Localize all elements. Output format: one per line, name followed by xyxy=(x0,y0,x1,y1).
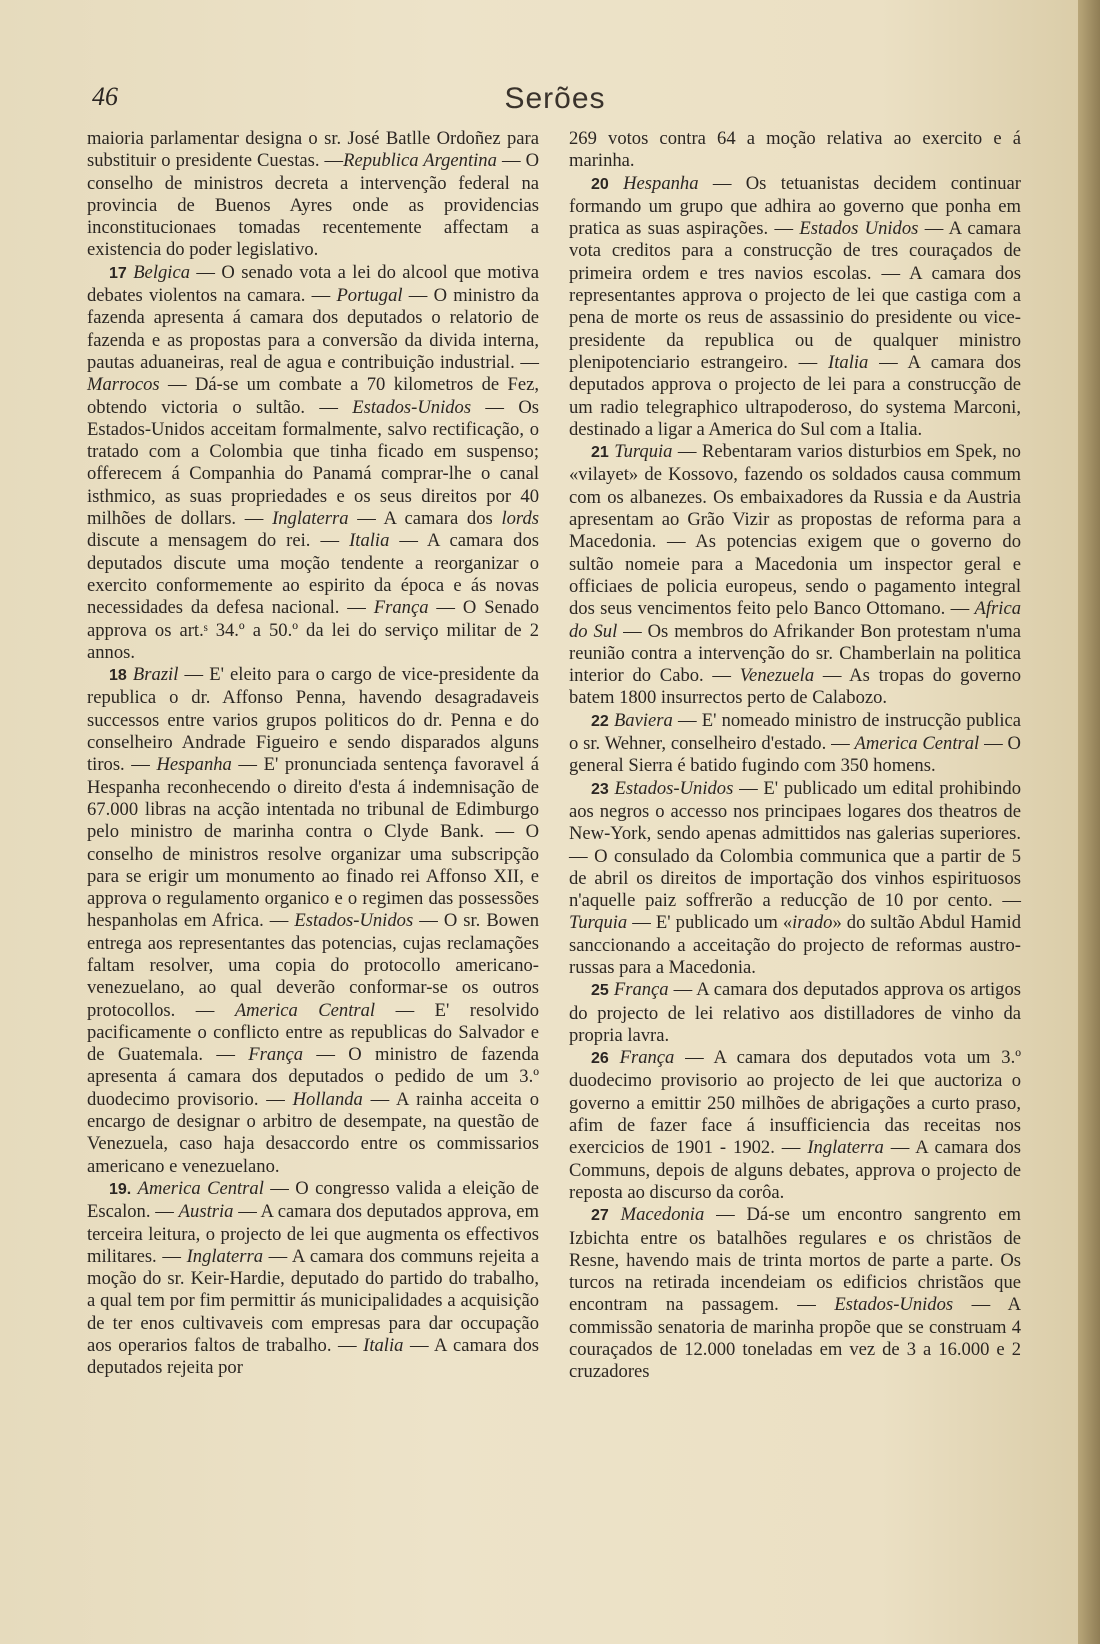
date-number: 23 xyxy=(591,780,609,798)
country-name: Belgica xyxy=(133,261,190,283)
country-name: Inglaterra xyxy=(807,1137,884,1159)
body-text: — Os Estados-Unidos acceitam formalmente, salvo rectificação, o tratado com a Colombia que tinha ficado em suspenso; offerecem á Companhia do Panamá comprar-lhe o canal isthmico, as suas propriedades e os seus direitos por 40 milhões de dollars. — xyxy=(87,396,540,530)
body-text: — O senado vota a lei do alcool que motiva debates violentos na camara. — xyxy=(87,261,539,307)
paragraph xyxy=(87,664,539,1178)
body-text: — E' eleito para o cargo de vice-presidente da republica o dr. Affonso Penna, havendo desagradaveis successos entre varios grupos politicos do dr. Penna e do conselheiro Andrade Figueiro e sendo disparados alguns tiros. — xyxy=(87,664,539,776)
paragraph xyxy=(569,1204,1021,1383)
country-name: America Central xyxy=(137,1177,264,1199)
body-text: — O ministro de fazenda apresenta á camara dos deputados o pedido de um 3.º duodecimo provisorio. — xyxy=(87,1044,539,1110)
page-header xyxy=(90,82,1050,118)
paragraph xyxy=(87,262,539,664)
country-name: França xyxy=(248,1044,304,1066)
body-text: — E' nomeado ministro de instrucção publica o sr. Wehner, conselheiro d'estado. — xyxy=(569,709,1021,755)
country-name: Turquia xyxy=(569,912,628,934)
country-name: Turquia xyxy=(614,441,673,463)
body-text: » do sultão Abdul Hamid sanccionando a acceitação do projecto de reformas austro-russas para a Macedonia. xyxy=(569,912,1021,978)
country-name: Italia xyxy=(349,530,390,552)
body-text: — O Senado approva os art.ˢ 34.º a 50.º da lei do serviço militar de 2 annos. xyxy=(87,597,539,663)
country-name: Italia xyxy=(828,351,869,373)
country-name: Inglaterra xyxy=(186,1245,264,1267)
date-number: 25 xyxy=(591,982,609,1000)
paragraph xyxy=(569,173,1021,442)
country-name: França xyxy=(613,979,669,1001)
country-name: Brazil xyxy=(132,664,179,686)
body-text: — A rainha acceita o encargo de designar o arbitro de desempate, na questão de Venezuela, caso haja desaccordo entre os commissarios americano e venezuelano. xyxy=(87,1088,539,1177)
date-number: 21 xyxy=(591,444,609,462)
body-text: 269 votos contra 64 a moção relativa ao exercito e á marinha. xyxy=(569,128,1021,172)
country-name: Portugal xyxy=(336,285,403,307)
body-text: — O congresso valida a eleição de Escalon. — xyxy=(87,1177,539,1223)
body-text: — A camara dos deputados approva, em terceira leitura, o projecto de lei que augmenta os effectivos militares. — xyxy=(87,1201,539,1267)
body-text: — A camara dos deputados rejeita por xyxy=(87,1335,539,1379)
country-name: Macedonia xyxy=(620,1204,705,1226)
body-text: — O sr. Bowen entrega aos representantes das potencias, cujas reclamações faltam resolver, uma copia do protocollo americano-venezuelano, ao qual deverão conformar-se os outros protocollos. — xyxy=(87,910,540,1021)
date-number: 17 xyxy=(109,264,127,282)
body-text: — A camara vota creditos para a construcção de tres couraçados de primeira ordem e tres navios escolas. — A camara dos representantes approva o projecto de lei que castiga com a pena de morte os reus de assassinio do presidente ou vice-presidente da republica ou de qualquer ministro plenipotenciario estrangeiro. — xyxy=(569,218,1021,373)
country-name: Estados-Unidos xyxy=(834,1294,954,1316)
body-text: — A camara dos deputados discute uma moção tendente a reorganizar o exercito conformemente ao espirito da época e ás novas necessidades da defesa nacional. — xyxy=(87,530,539,619)
body-text: — A camara dos deputados approva os artigos do projecto de lei relativo aos distilladores de vinho da propria lavra. xyxy=(569,979,1021,1046)
paragraph xyxy=(569,979,1021,1047)
country-name: Inglaterra xyxy=(272,508,349,530)
date-number: 26 xyxy=(591,1050,609,1068)
right-column xyxy=(569,128,1021,1384)
body-text: — Dá-se um combate a 70 kilometros de Fez, obtendo victoria o sultão. — xyxy=(87,374,539,418)
country-name: Italia xyxy=(363,1335,404,1357)
country-name: Estados-Unidos xyxy=(352,396,472,418)
paragraph xyxy=(569,1047,1021,1204)
page-number: 46 xyxy=(92,82,118,111)
country-name: Venezuela xyxy=(739,665,815,687)
body-text: — E' resolvido pacificamente o conflicto entre as republicas do Salvador e de Guatemala. — xyxy=(87,999,539,1066)
country-name: França xyxy=(619,1047,675,1069)
paragraph xyxy=(569,778,1021,980)
body-text: — Os membros do Afrikander Bon protestam n'uma reunião contra a intervenção do sr. Chamberlain na politica interior do Cabo. — xyxy=(569,620,1021,687)
country-name: Baviera xyxy=(613,709,673,731)
country-name: Marrocos xyxy=(87,374,160,396)
paragraph xyxy=(569,710,1021,778)
body-text: maioria parlamentar designa o sr. José Batlle Ordoñez para substituir o presidente Cuestas. — xyxy=(87,128,539,172)
body-text: — Dá-se um encontro sangrento em Izbichta entre os batalhões regulares e os christãos de Resne, havendo mais de trinta mortos de parte a parte. Os turcos na retirada incendeiam os edificios christãos que encontram na passagem. — xyxy=(569,1204,1021,1316)
country-name: America Central xyxy=(234,999,376,1021)
country-name: Hollanda xyxy=(292,1088,363,1110)
country-name: Estados Unidos xyxy=(799,218,919,240)
paragraph xyxy=(87,1178,539,1380)
page-edge xyxy=(1078,0,1100,1644)
paragraph xyxy=(569,128,1021,173)
body-text: — Os tetuanistas decidem continuar formando um grupo que adhira ao governo que ponha em pratica as suas aspirações. — xyxy=(569,172,1021,240)
left-column xyxy=(87,128,539,1380)
body-text xyxy=(609,1204,621,1225)
body-text: — As tropas do governo batem 1800 insurrectos perto de Calabozo. xyxy=(569,665,1022,709)
country-name: França xyxy=(373,597,429,619)
country-name: Republica Argentina xyxy=(343,150,497,172)
body-text xyxy=(609,1047,620,1068)
running-title: Serões xyxy=(504,82,606,115)
body-text: — E' pronunciada sentença favoravel á Hespanha reconhecendo o direito d'esta á indemnisação de 67.000 libras na acção intentada no tribunal de Edimburgo pelo ministro de marinha contra o Clyde Bank. — O conselho de ministros resolve organizar uma subscripção para se erigir um monumento ao finado rei Affonso XII, e approva o regulamento organico e o regimen das possessões hespanholas em Africa. — xyxy=(87,754,539,932)
date-number: 22 xyxy=(591,712,609,730)
body-text: — A camara dos communs rejeita a moção do sr. Keir-Hardie, deputado do partido do trabalho, a qual tem por fim permittir ás municipalidades a acquisição de ter enos cultivaveis com empresas para dar occupação aos operarios faltos de trabalho. — xyxy=(87,1245,539,1357)
paragraph xyxy=(87,128,539,262)
country-name: Austria xyxy=(178,1201,234,1223)
country-name: America Central xyxy=(854,733,980,755)
body-text: discute a mensagem do rei. — xyxy=(87,530,350,552)
body-text: — O conselho de ministros decreta a intervenção federal na provincia de Buenos Ayres onde as providencias inconstitucionaes tomadas recentemente affectam a existencia do poder legislativo. xyxy=(87,150,539,261)
country-name: Estados-Unidos xyxy=(614,777,734,799)
body-text: — E' publicado um edital prohibindo aos negros o accesso nos principaes logares dos theatros de New-York, sendo apenas admittidos nas galerias superiores. — O consulado da Colombia communica que a partir de 5 de abril os direitos de importação dos vinhos espirituosos n'aquelle paiz soffrerão a reducção de 10 por cento. — xyxy=(569,777,1021,912)
body-text: — E' publicado um « xyxy=(627,912,793,934)
country-name: irado xyxy=(792,912,833,934)
date-number: 18 xyxy=(109,667,127,685)
country-name: Estados-Unidos xyxy=(294,910,414,932)
body-text: — Rebentaram varios disturbios em Spek, no «vilayet» de Kossovo, fazendo os soldados causa commum com os albanezes. Os embaixadores da Russia e da Austria apresentam ao Grão Vizir as propostas de reforma para a Macedonia. — As potencias exigem que o governo do sultão nomeie para a Macedonia um inspector geral e officiaes de policia europeus, sendo o pagamento integral dos seus vencimentos feito pelo Banco Ottomano. — xyxy=(569,441,1021,620)
body-text: — A camara dos Communs, depois de alguns debates, approva o projecto de reposta ao discurso da corôa. xyxy=(569,1137,1021,1203)
paragraph xyxy=(569,441,1021,710)
date-number: 19. xyxy=(109,1180,132,1198)
body-text: — O ministro da fazenda apresenta á camara dos deputados o relatorio de fazenda e as propostas para a conversão da divida interna, pautas aduaneiras, real de agua e contribuição industrial. — xyxy=(87,285,539,373)
country-name: Hespanha xyxy=(156,754,232,776)
country-name: Hespanha xyxy=(623,172,699,194)
body-text: — A camara dos xyxy=(348,508,502,530)
body-text: — A camara dos deputados approva o projecto de lei para a construcção de um radio telegraphico ultrapoderoso, do systema Marconi, destinado a ligar a America do Sul com a Italia. xyxy=(569,351,1021,440)
date-number: 27 xyxy=(591,1207,609,1225)
country-name: lords xyxy=(501,508,539,530)
body-text: — A commissão senatoria de marinha propõe que se construam 4 couraçados de 12.000 toneladas em vez de 3 a 16.000 e 2 cruzadores xyxy=(569,1294,1021,1383)
body-text: — O general Sierra é batido fugindo com 350 homens. xyxy=(569,733,1021,777)
body-text xyxy=(609,173,623,194)
date-number: 20 xyxy=(591,175,609,193)
body-text: — A camara dos deputados vota um 3.º duodecimo provisorio ao projecto de lei que auctoriza o governo a emittir 250 milhões de abrigações a curto praso, afim de fazer face á insufficiencia das receitas nos exercicios de 1901 - 1902. — xyxy=(569,1047,1021,1159)
country-name: Africa do Sul xyxy=(569,598,1021,642)
